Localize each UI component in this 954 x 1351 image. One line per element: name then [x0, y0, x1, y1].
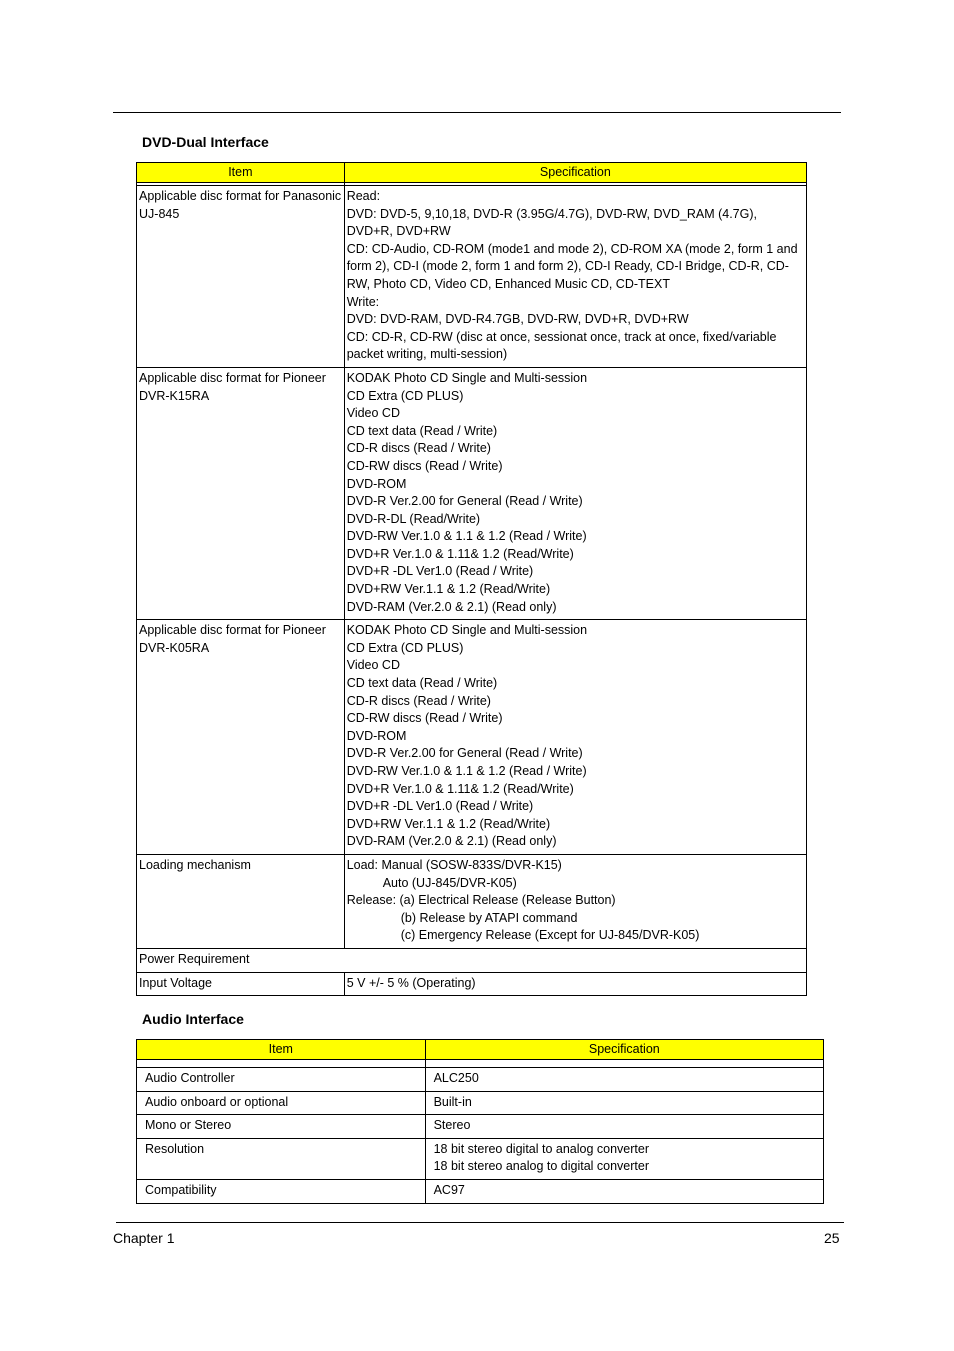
- spec-line: Auto (UJ-845/DVR-K05): [382, 875, 517, 890]
- item-cell: Input Voltage: [137, 972, 345, 996]
- item-cell: Audio onboard or optional: [137, 1091, 426, 1115]
- spec-column-header: Specification: [344, 163, 806, 183]
- spec-line: DVD+R Ver.1.0 & 1.11& 1.2 (Read/Write): [346, 781, 574, 796]
- spec-line: DVD: DVD-5, 9,10,18, DVD-R (3.95G/4.7G), DVD-RW, DVD_RAM (4.7G), DVD+R, DVD+RW: [346, 206, 761, 239]
- spec-cell: AC97: [425, 1179, 823, 1203]
- spec-cell: [344, 367, 806, 619]
- item-cell: Applicable disc format for Pioneer DVR-K15RA: [137, 367, 345, 619]
- spec-line: DVD: DVD-RAM, DVD-R4.7GB, DVD-RW, DVD+R, DVD+RW: [346, 312, 689, 327]
- table-row: [137, 1068, 824, 1092]
- spec-line: Video CD: [346, 406, 400, 421]
- spec-cell: [344, 854, 806, 948]
- table-row: [137, 948, 807, 972]
- audio-spec-table: [136, 1039, 824, 1204]
- table-row: [137, 1179, 824, 1203]
- table-header-row: [137, 163, 807, 183]
- spec-line: Release: (a) Electrical Release (Release Button): [346, 893, 616, 908]
- spec-line: (c) Emergency Release (Except for UJ-845/DVR-K05): [400, 928, 700, 943]
- dvd-spec-table: [136, 162, 807, 996]
- spec-line: DVD+RW Ver.1.1 & 1.2 (Read/Write): [346, 816, 551, 831]
- spec-cell: [344, 186, 806, 368]
- item-cell: Applicable disc format for Pioneer DVR-K05RA: [137, 620, 345, 855]
- table-row: [137, 1091, 824, 1115]
- spec-line: DVD-ROM: [346, 728, 407, 743]
- spec-line: CD text data (Read / Write): [346, 676, 498, 691]
- spec-line: KODAK Photo CD Single and Multi-session: [346, 623, 588, 638]
- header-rule: [113, 112, 841, 113]
- spec-line: 18 bit stereo digital to analog converter: [433, 1141, 650, 1156]
- spec-line: CD-R discs (Read / Write): [346, 693, 491, 708]
- item-cell: Compatibility: [137, 1179, 426, 1203]
- footer-rule: [116, 1222, 844, 1223]
- spec-line: DVD-R Ver.2.00 for General (Read / Write): [346, 494, 583, 509]
- footer-chapter: Chapter 1: [113, 1230, 175, 1246]
- item-cell: Mono or Stereo: [137, 1115, 426, 1139]
- spec-line: (b) Release by ATAPI command: [400, 910, 578, 925]
- table-header-row: [137, 1040, 824, 1060]
- spec-cell: 5 V +/- 5 % (Operating): [344, 972, 806, 996]
- spec-line: DVD+R Ver.1.0 & 1.11& 1.2 (Read/Write): [346, 546, 574, 561]
- spec-line: DVD+RW Ver.1.1 & 1.2 (Read/Write): [346, 582, 551, 597]
- item-column-header: Item: [137, 1040, 426, 1060]
- table-row: [137, 367, 807, 619]
- spec-cell: [344, 620, 806, 855]
- spec-line: DVD-R Ver.2.00 for General (Read / Write): [346, 746, 583, 761]
- table-row: [137, 972, 807, 996]
- spec-line: Video CD: [346, 658, 400, 673]
- spec-line: DVD+R -DL Ver1.0 (Read / Write): [346, 799, 534, 814]
- spec-cell: [425, 1138, 823, 1179]
- spec-line: DVD-RW Ver.1.0 & 1.1 & 1.2 (Read / Write): [346, 764, 587, 778]
- spec-line: DVD-RAM (Ver.2.0 & 2.1) (Read only): [346, 834, 557, 849]
- spec-line: DVD-R-DL (Read/Write): [346, 511, 481, 526]
- spec-line: CD text data (Read / Write): [346, 423, 498, 438]
- header-gap: [137, 1060, 824, 1068]
- spec-column-header: Specification: [425, 1040, 823, 1060]
- spec-line: DVD-ROM: [346, 476, 407, 491]
- item-cell: Audio Controller: [137, 1068, 426, 1092]
- page-number: 25: [824, 1230, 840, 1246]
- spec-line: CD Extra (CD PLUS): [346, 388, 464, 403]
- spec-line: 18 bit stereo analog to digital converter: [433, 1159, 650, 1174]
- dvd-section-title: DVD-Dual Interface: [142, 134, 269, 150]
- item-cell: Resolution: [137, 1138, 426, 1179]
- spec-line: Load: Manual (SOSW-833S/DVR-K15): [346, 857, 562, 872]
- spec-line: DVD+R -DL Ver1.0 (Read / Write): [346, 564, 534, 579]
- table-row: [137, 620, 807, 855]
- item-cell: Loading mechanism: [137, 854, 345, 948]
- spec-cell: Stereo: [425, 1115, 823, 1139]
- spec-line: CD: CD-Audio, CD-ROM (mode1 and mode 2), CD-ROM XA (mode 2, form 1 and form 2), CD-I (mode 2, form 1 and form 2), CD-I Ready, CD-I Bridge, CD-R, CD-RW, Photo CD, Video CD, Enhanced Music CD, CD-TEXT: [346, 241, 802, 291]
- item-column-header: Item: [137, 163, 345, 183]
- spec-line: DVD-RAM (Ver.2.0 & 2.1) (Read only): [346, 599, 557, 614]
- audio-section-title: Audio Interface: [142, 1011, 244, 1027]
- spec-line: Write:: [346, 294, 380, 309]
- spec-line: KODAK Photo CD Single and Multi-session: [346, 370, 588, 385]
- item-cell: Applicable disc format for Panasonic UJ-845: [137, 186, 345, 368]
- spec-line: CD-R discs (Read / Write): [346, 441, 491, 456]
- spec-cell: ALC250: [425, 1068, 823, 1092]
- spec-line: CD Extra (CD PLUS): [346, 640, 464, 655]
- table-row: [137, 1138, 824, 1179]
- spec-line: CD-RW discs (Read / Write): [346, 711, 503, 726]
- spec-line: CD-RW discs (Read / Write): [346, 458, 503, 473]
- table-row: [137, 1115, 824, 1139]
- spec-line: Read:: [346, 189, 381, 203]
- table-row: [137, 854, 807, 948]
- spec-line: DVD-RW Ver.1.0 & 1.1 & 1.2 (Read / Write): [346, 529, 587, 544]
- table-row: [137, 186, 807, 368]
- power-requirement-cell: Power Requirement: [137, 948, 807, 972]
- spec-line: CD: CD-R, CD-RW (disc at once, sessionat once, track at once, fixed/variable packet writing, multi-session): [346, 329, 780, 362]
- spec-cell: Built-in: [425, 1091, 823, 1115]
